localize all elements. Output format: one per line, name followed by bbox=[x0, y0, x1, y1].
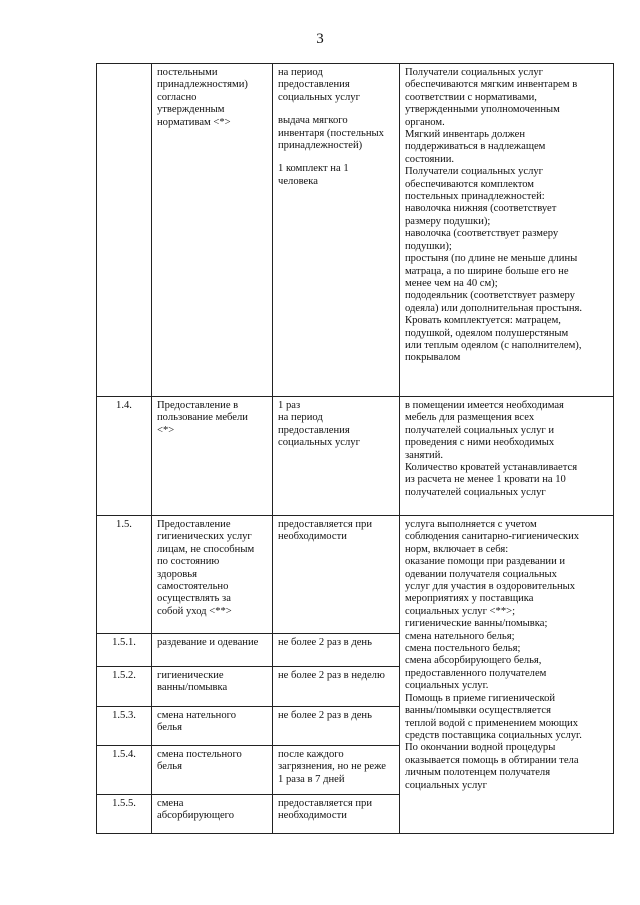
cell-text-line: ванны/помывки осуществляется bbox=[405, 705, 551, 717]
service-description bbox=[400, 397, 614, 516]
cell-text-line: личным полотенцем получателя bbox=[405, 767, 551, 779]
cell-text-line: социальных услуг bbox=[405, 779, 487, 791]
cell-text-line: 1.5.2. bbox=[112, 670, 136, 681]
cell-text-line: 1.5.4. bbox=[112, 749, 136, 760]
cell-text-line: не более 2 раз в неделю bbox=[278, 670, 385, 681]
subservice-period bbox=[273, 707, 400, 746]
cell-text-line: наволочка (соответствует размеру bbox=[405, 228, 559, 240]
cell-text-line: постельных принадлежностей: bbox=[405, 191, 545, 203]
row-number bbox=[97, 64, 152, 397]
row-number bbox=[97, 397, 152, 516]
cell-text-line: утвержденными уполномоченным bbox=[405, 104, 560, 116]
cell-text-line: здоровья bbox=[157, 568, 197, 580]
subservice-name bbox=[152, 795, 273, 834]
cell-text-line: нормативам <*> bbox=[157, 116, 231, 128]
cell-text-line: не более 2 раз в день bbox=[278, 710, 372, 721]
subrow-number bbox=[97, 795, 152, 834]
cell-text-line: предоставленного получателем bbox=[405, 667, 547, 679]
cell-text-line: социальных услуг bbox=[278, 91, 360, 103]
cell-text-line: 1.5.1. bbox=[112, 637, 136, 648]
cell-text-line: загрязнения, но не реже bbox=[278, 761, 386, 773]
cell-text-line: пододеяльник (соответствует размеру bbox=[405, 290, 575, 302]
cell-text-line: 1.5.3. bbox=[112, 710, 136, 721]
cell-text-line: 1 комплект на 1 bbox=[278, 163, 349, 175]
subservice-name bbox=[152, 634, 273, 667]
table-row bbox=[97, 64, 614, 397]
cell-text-line: социальных услуг bbox=[278, 437, 360, 449]
cell-text-line bbox=[278, 152, 394, 163]
cell-text-line: оказывается помощь в обтирании тела bbox=[405, 754, 579, 766]
cell-text-line: предоставления bbox=[278, 79, 350, 91]
service-description bbox=[400, 516, 614, 834]
cell-text-line: По окончании водной процедуры bbox=[405, 742, 556, 754]
cell-text-line: 1 раза в 7 дней bbox=[278, 773, 345, 785]
cell-text-line: раздевание и одевание bbox=[157, 637, 259, 648]
subservice-period bbox=[273, 634, 400, 667]
cell-text-line: гигиенические bbox=[157, 670, 224, 681]
cell-text-line: простыня (по длине не меньше длины bbox=[405, 253, 578, 265]
cell-text-line: Мягкий инвентарь должен bbox=[405, 129, 526, 141]
cell-text-line: услуг для участия в оздоровительных bbox=[405, 581, 576, 593]
cell-text-line: предоставления bbox=[278, 424, 350, 436]
cell-text-line: социальных услуг <**>; bbox=[405, 605, 516, 617]
cell-text-line: по состоянию bbox=[157, 556, 220, 568]
cell-text-line: подушки); bbox=[405, 240, 452, 252]
cell-text-line: Помощь в приеме гигиенической bbox=[405, 692, 556, 704]
cell-text-line bbox=[278, 104, 394, 115]
cell-text-line: оказание помощи при раздевании и bbox=[405, 556, 566, 568]
cell-text-line: средств поставщика социальных услуг. bbox=[405, 729, 582, 741]
cell-text-line: постельными bbox=[157, 67, 218, 78]
cell-text-line: состоянии. bbox=[405, 153, 455, 165]
subservice-period bbox=[273, 667, 400, 707]
table-row bbox=[97, 397, 614, 516]
cell-text-line: смена абсорбирующего белья, bbox=[405, 655, 542, 667]
subservice-period bbox=[273, 795, 400, 834]
cell-text-line: принадлежностями) bbox=[157, 79, 248, 91]
service-name bbox=[152, 64, 273, 397]
cell-text-line: получателей социальных услуг и bbox=[405, 424, 555, 436]
subservice-name bbox=[152, 667, 273, 707]
cell-text-line: мероприятиях у поставщика bbox=[405, 593, 534, 605]
cell-text-line: в помещении имеется необходимая bbox=[405, 400, 564, 411]
cell-text-line: принадлежностей) bbox=[278, 140, 363, 152]
subservice-name bbox=[152, 746, 273, 795]
cell-text-line: одеяла) или дополнительная простыня. bbox=[405, 302, 583, 314]
subrow-number bbox=[97, 746, 152, 795]
row-number bbox=[97, 516, 152, 634]
cell-text-line: смена нательного bbox=[157, 710, 237, 721]
service-period bbox=[273, 397, 400, 516]
cell-text-line: поддерживаться в надлежащем bbox=[405, 141, 546, 153]
cell-text-line: после каждого bbox=[278, 749, 344, 760]
subrow-number bbox=[97, 667, 152, 707]
cell-text-line: соблюдения санитарно-гигиенических bbox=[405, 531, 580, 543]
services-table bbox=[96, 63, 614, 834]
cell-text-line: необходимости bbox=[278, 810, 347, 822]
cell-text-line: выдача мягкого bbox=[278, 115, 348, 127]
cell-text-line: на период bbox=[278, 412, 323, 424]
cell-text-line: гигиенических услуг bbox=[157, 531, 252, 543]
subrow-number bbox=[97, 634, 152, 667]
cell-text-line: обеспечиваются мягким инвентарем в bbox=[405, 79, 578, 91]
cell-text-line: соответствии с нормативами, bbox=[405, 91, 537, 103]
cell-text-line: обеспечиваются комплектом bbox=[405, 178, 535, 190]
cell-text-line: необходимости bbox=[278, 531, 347, 543]
cell-text-line: органом. bbox=[405, 116, 445, 128]
cell-text-line: абсорбирующего bbox=[157, 810, 235, 822]
cell-text-line: Количество кроватей устанавливается bbox=[405, 462, 578, 474]
cell-text-line: мебель для размещения всех bbox=[405, 412, 535, 424]
service-period bbox=[273, 516, 400, 634]
cell-text-line: Предоставление bbox=[157, 519, 231, 530]
cell-text-line: покрывалом bbox=[405, 352, 461, 364]
cell-text-line: <*> bbox=[157, 424, 175, 436]
services-table-body bbox=[97, 64, 614, 834]
service-name bbox=[152, 397, 273, 516]
cell-text-line: гигиенические ванны/помывка; bbox=[405, 618, 548, 630]
cell-text-line: Кровать комплектуется: матрацем, bbox=[405, 315, 561, 327]
cell-text-line: собой уход <**> bbox=[157, 605, 232, 617]
cell-text-line: предоставляется при bbox=[278, 798, 372, 809]
cell-text-line: согласно bbox=[157, 91, 197, 103]
cell-text-line: 1.4. bbox=[116, 400, 132, 411]
cell-text-line: самостоятельно bbox=[157, 581, 229, 593]
cell-text-line: матраца, а по ширине больше его не bbox=[405, 265, 569, 277]
cell-text-line: 1 раз bbox=[278, 400, 301, 411]
cell-text-line: 1.5. bbox=[116, 519, 132, 530]
cell-text-line: размеру подушки); bbox=[405, 215, 491, 227]
cell-text-line: пользование мебели bbox=[157, 412, 248, 424]
cell-text-line: норм, включает в себя: bbox=[405, 543, 509, 555]
subrow-number bbox=[97, 707, 152, 746]
table-row bbox=[97, 516, 614, 634]
subservice-period bbox=[273, 746, 400, 795]
cell-text-line: лицам, не способным bbox=[157, 543, 255, 555]
cell-text-line: осуществлять за bbox=[157, 593, 231, 605]
cell-text-line: или теплым одеялом (с наполнителем), bbox=[405, 339, 582, 351]
cell-text-line: услуга выполняется с учетом bbox=[405, 519, 537, 530]
cell-text-line: Предоставление в bbox=[157, 400, 239, 411]
cell-text-line: занятий. bbox=[405, 449, 444, 461]
subservice-name bbox=[152, 707, 273, 746]
cell-text-line: Получатели социальных услуг bbox=[405, 67, 543, 78]
cell-text-line: на период bbox=[278, 67, 323, 78]
cell-text-line: белья bbox=[157, 722, 182, 734]
cell-text-line: смена нательного белья; bbox=[405, 630, 515, 642]
cell-text-line: менее чем на 40 см); bbox=[405, 277, 498, 289]
cell-text-line: социальных услуг. bbox=[405, 680, 489, 692]
cell-text-line: смена постельного белья; bbox=[405, 643, 521, 655]
cell-text-line: проведения с ними необходимых bbox=[405, 437, 555, 449]
service-period bbox=[273, 64, 400, 397]
cell-text-line: 1.5.5. bbox=[112, 798, 136, 809]
cell-text-line: человека bbox=[278, 175, 318, 187]
cell-text-line: подушкой, одеялом полушерстяным bbox=[405, 327, 569, 339]
cell-text-line: утвержденным bbox=[157, 104, 225, 116]
cell-text-line: не более 2 раз в день bbox=[278, 637, 372, 648]
cell-text-line: одевании получателя социальных bbox=[405, 568, 557, 580]
cell-text-line: наволочка нижняя (соответствует bbox=[405, 203, 557, 215]
cell-text-line: инвентаря (постельных bbox=[278, 127, 384, 139]
cell-text-line: белья bbox=[157, 761, 182, 773]
service-name bbox=[152, 516, 273, 634]
page-number: 3 bbox=[316, 31, 324, 47]
cell-text-line: Получатели социальных услуг bbox=[405, 166, 543, 178]
cell-text-line: ванны/помывка bbox=[157, 682, 228, 694]
cell-text-line: предоставляется при bbox=[278, 519, 372, 530]
cell-text-line: смена bbox=[157, 798, 184, 809]
cell-text-line: смена постельного bbox=[157, 749, 242, 760]
cell-text-line: из расчета не менее 1 кровати на 10 bbox=[405, 474, 566, 486]
service-description bbox=[400, 64, 614, 397]
cell-text-line: теплой водой с применением моющих bbox=[405, 717, 579, 729]
cell-text-line: получателей социальных услуг bbox=[405, 486, 546, 498]
